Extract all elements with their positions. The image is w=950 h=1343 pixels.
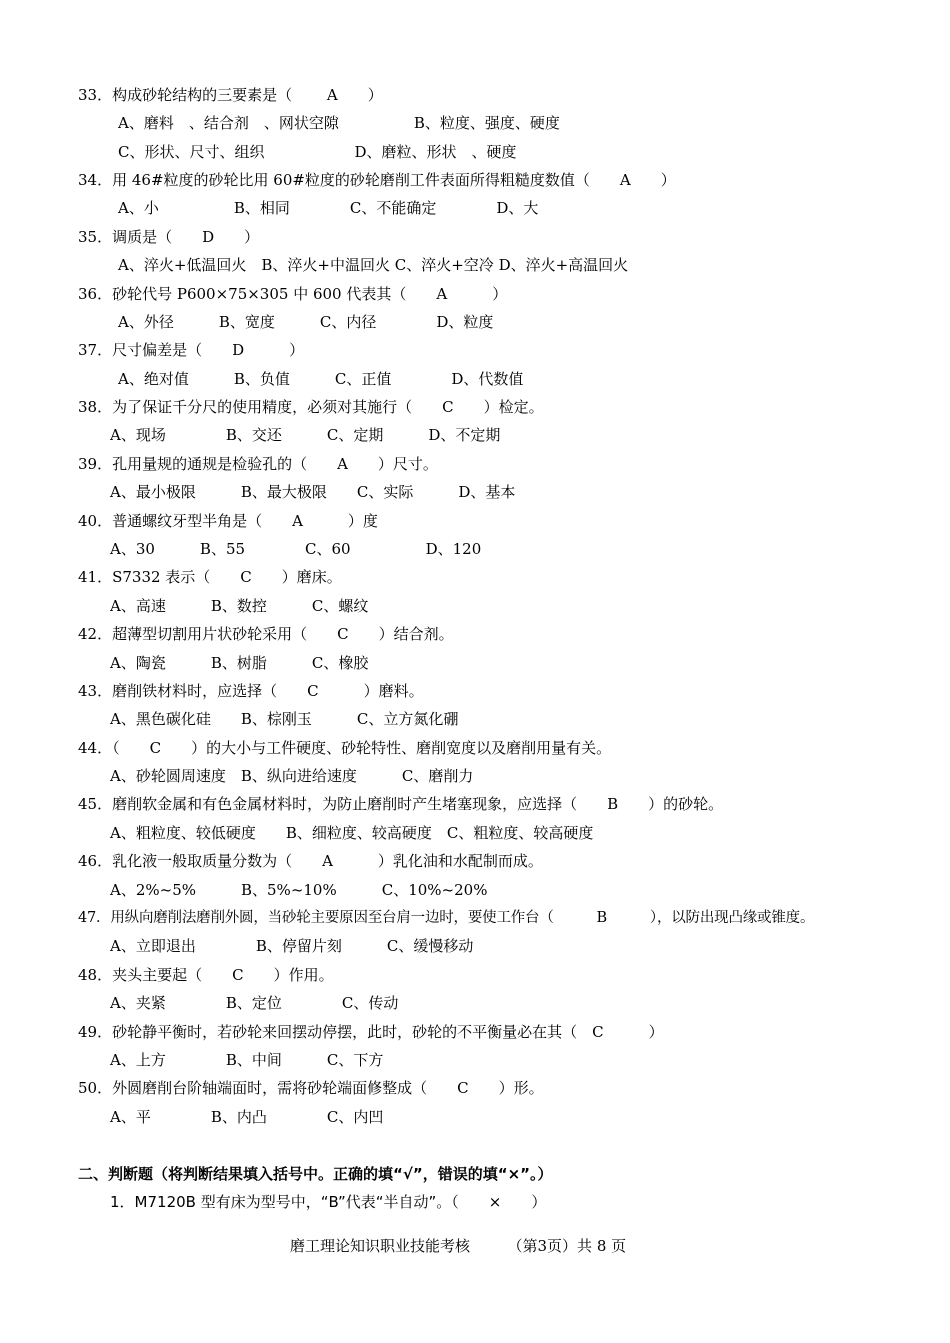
options-45: A、粗粒度、较低硬度 B、细粒度、较高硬度 C、粗粒度、较高硬度 [110, 824, 594, 842]
options-49: A、上方 B、中间 C、下方 [110, 1051, 384, 1069]
question-36: 36．砂轮代号 P600×75×305 中 600 代表其（ A ） [78, 285, 508, 303]
options-33-cd: C、形状、尺寸、组织 D、磨粒、形状 、硬度 [118, 143, 517, 161]
question-42: 42．超薄型切割用片状砂轮采用（ C ）结合剂。 [78, 625, 454, 643]
true-false-item-1: 1．M7120B 型有床为型号中，“B”代表“半自动”。（ × ） [110, 1193, 547, 1211]
options-40: A、30 B、55 C、60 D、120 [110, 540, 482, 558]
question-34: 34．用 46#粒度的砂轮比用 60#粒度的砂轮磨削工件表面所得粗糙度数值（ A ） [78, 171, 676, 189]
options-48: A、夹紧 B、定位 C、传动 [110, 994, 399, 1012]
options-42: A、陶瓷 B、树脂 C、橡胶 [110, 654, 369, 672]
options-44: A、砂轮圆周速度 B、纵向进给速度 C、磨削力 [110, 767, 474, 785]
question-33: 33．构成砂轮结构的三要素是（ A ） [78, 86, 383, 104]
question-49: 49．砂轮静平衡时，若砂轮来回摆动停摆，此时，砂轮的不平衡量必在其（ C ） [78, 1023, 664, 1041]
question-50: 50．外圆磨削台阶轴端面时，需将砂轮端面修整成（ C ）形。 [78, 1079, 544, 1097]
options-33-ab: A、磨料 、结合剂 、网状空隙 B、粒度、强度、硬度 [118, 114, 560, 132]
page-footer: 磨工理论知识职业技能考核 （第3页）共 8 页 [290, 1237, 627, 1255]
question-41: 41．S7332 表示（ C ）磨床。 [78, 568, 342, 586]
question-47: 47．用纵向磨削法磨削外圆，当砂轮主要原因至台肩一边时，要使工作台（ B ），以防出现凸缘或锥度。 [78, 910, 815, 926]
options-35: A、淬火+低温回火 B、淬火+中温回火 C、淬火+空冷 D、淬火+高温回火 [118, 256, 629, 274]
question-43: 43．磨削铁材料时，应选择（ C ）磨料。 [78, 682, 424, 700]
options-43: A、黑色碳化硅 B、棕刚玉 C、立方氮化硼 [110, 710, 459, 728]
options-50: A、平 B、内凸 C、内凹 [110, 1108, 384, 1126]
question-44: 44．（ C ）的大小与工件硬度、砂轮特性、磨削宽度以及磨削用量有关。 [78, 739, 612, 757]
options-37: A、绝对值 B、负值 C、正值 D、代数值 [118, 370, 524, 388]
question-39: 39．孔用量规的通规是检验孔的（ A ）尺寸。 [78, 455, 438, 473]
question-38: 38．为了保证千分尺的使用精度，必须对其施行（ C ）检定。 [78, 398, 544, 416]
question-37: 37．尺寸偏差是（ D ） [78, 341, 305, 359]
options-47: A、立即退出 B、停留片刻 C、缓慢移动 [110, 937, 474, 955]
question-40: 40．普通螺纹牙型半角是（ A ）度 [78, 512, 378, 530]
options-46: A、2%~5% B、5%~10% C、10%~20% [110, 881, 488, 899]
section-heading-true-false: 二、判断题（将判断结果填入括号中。正确的填“√”，错误的填“×”。） [78, 1165, 553, 1183]
question-46: 46．乳化液一般取质量分数为（ A ）乳化油和水配制而成。 [78, 852, 543, 870]
options-36: A、外径 B、宽度 C、内径 D、粒度 [118, 313, 494, 331]
options-34: A、小 B、相同 C、不能确定 D、大 [118, 199, 539, 217]
options-38: A、现场 B、交还 C、定期 D、不定期 [110, 426, 501, 444]
question-45: 45．磨削软金属和有色金属材料时，为防止磨削时产生堵塞现象，应选择（ B ）的砂轮。 [78, 795, 724, 813]
options-39: A、最小极限 B、最大极限 C、实际 D、基本 [110, 483, 516, 501]
question-35: 35．调质是（ D ） [78, 228, 260, 246]
options-41: A、高速 B、数控 C、螺纹 [110, 597, 369, 615]
question-48: 48．夹头主要起（ C ）作用。 [78, 966, 334, 984]
